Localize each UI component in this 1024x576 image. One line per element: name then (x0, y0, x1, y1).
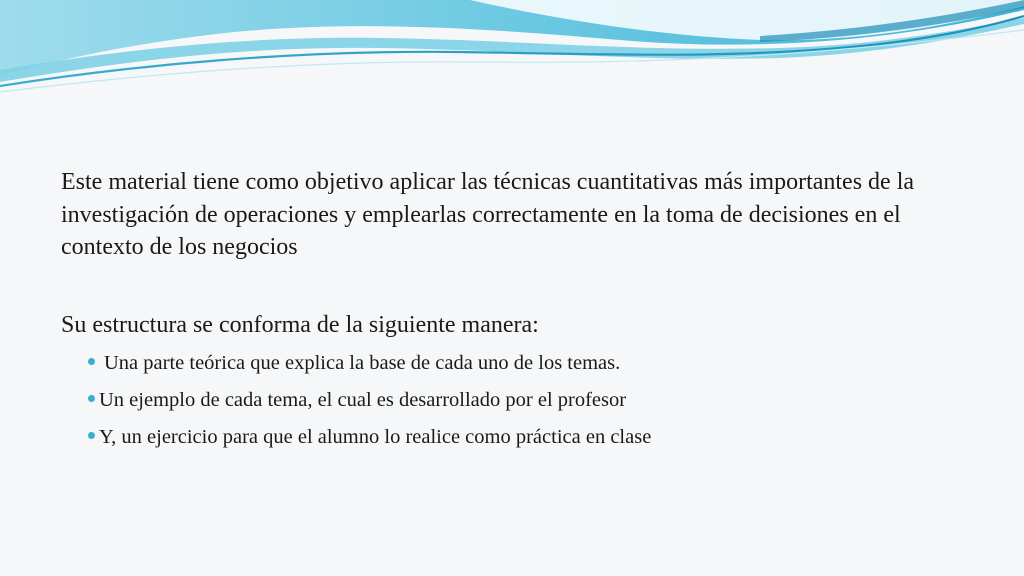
bullet-icon (88, 395, 95, 402)
list-item (88, 345, 961, 382)
list-item-text: Y, un ejercicio para que el alumno lo realice como práctica en clase (99, 426, 652, 448)
structure-heading: Su estructura se conforma de la siguiente manera: (61, 311, 539, 338)
list-item (88, 419, 961, 456)
bullet-icon (88, 358, 95, 365)
list-item-text: Un ejemplo de cada tema, el cual es desarrollado por el profesor (99, 389, 627, 411)
decorative-wave-header (0, 0, 1024, 110)
structure-list (61, 345, 961, 456)
list-item (88, 382, 961, 419)
list-item-text: Una parte teórica que explica la base de cada uno de los temas. (104, 352, 621, 374)
slide-body (61, 166, 961, 456)
bullet-icon (88, 432, 95, 439)
intro-paragraph: Este material tiene como objetivo aplicar las técnicas cuantitativas más importantes de la investigación de operaciones y emplearlas correctamente en la toma de decisiones en el contexto de los negocios (61, 169, 915, 260)
